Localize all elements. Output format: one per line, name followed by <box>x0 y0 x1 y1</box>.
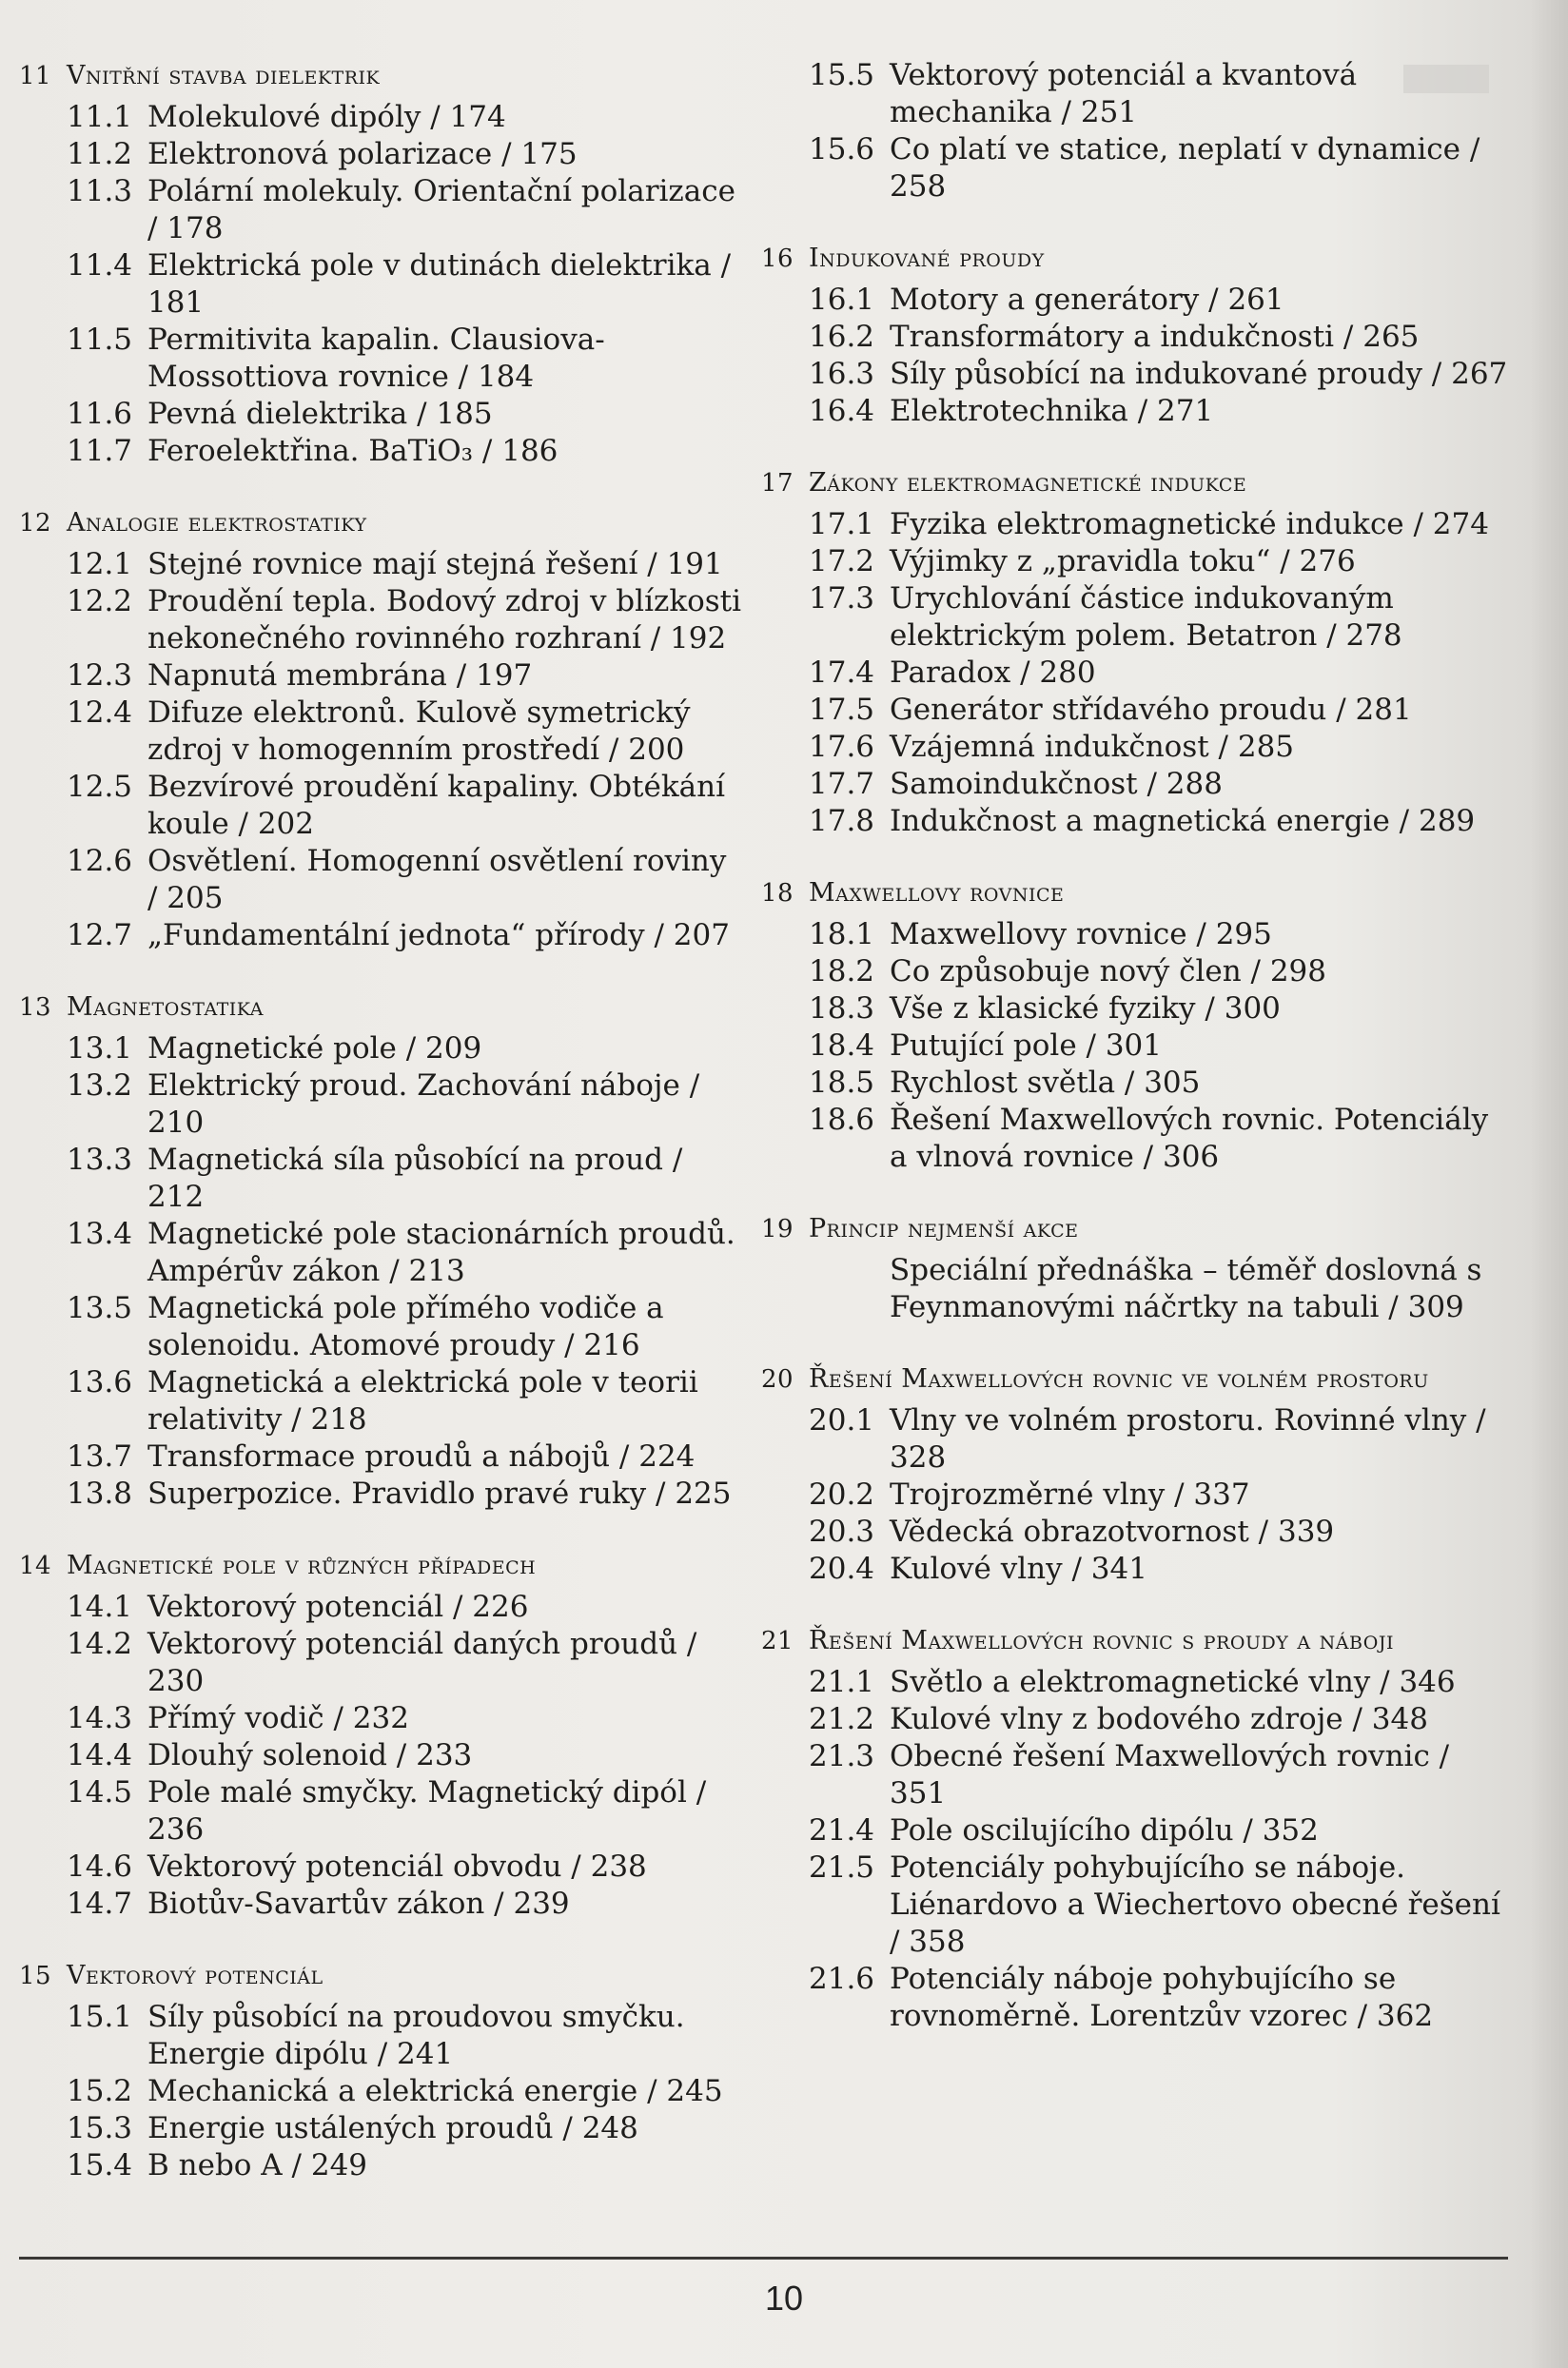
section-number: 21.1 <box>809 1665 875 1699</box>
toc-chapter <box>761 874 1513 1176</box>
section-number: 21.3 <box>809 1739 875 1773</box>
toc-chapter <box>19 988 742 1513</box>
toc-left-column <box>19 57 742 2219</box>
toc-chapter <box>19 1547 742 1923</box>
section-number: 14.5 <box>67 1775 133 1810</box>
chapter-number: 19 <box>761 1215 794 1243</box>
toc-entry <box>761 356 1513 393</box>
toc-entry <box>19 657 742 695</box>
section-title: Řešení Maxwellových rovnic. Potenciály a vlnová rovnice / 306 <box>890 1103 1489 1174</box>
section-number: 15.1 <box>67 2000 133 2034</box>
section-number: 18.2 <box>809 954 875 988</box>
toc-entry <box>19 136 742 173</box>
chapter-number: 11 <box>19 62 52 90</box>
chapter-title: Vektorový potenciál <box>67 1961 323 1990</box>
toc-chapter <box>761 1622 1513 2035</box>
section-title: Potenciály pohybujícího se náboje. Liénardovo a Wiechertovo obecné řešení / 358 <box>890 1850 1500 1959</box>
section-number: 15.2 <box>67 2074 133 2108</box>
toc-entry <box>761 580 1513 655</box>
chapter-number: 14 <box>19 1552 52 1580</box>
toc-entry <box>19 843 742 917</box>
toc-entry <box>761 1812 1513 1849</box>
toc-entry <box>19 322 742 396</box>
section-title: „Fundamentální jednota“ přírody / 207 <box>147 918 730 952</box>
toc-entry <box>19 99 742 136</box>
toc-entry <box>761 655 1513 692</box>
section-title: Motory a generátory / 261 <box>890 283 1284 317</box>
section-title: Transformátory a indukčnosti / 265 <box>890 320 1420 354</box>
toc-entry <box>761 57 1513 131</box>
toc-entry <box>761 506 1513 543</box>
chapter-heading <box>761 874 1513 912</box>
page-number: 10 <box>764 2279 804 2318</box>
toc-entry <box>761 729 1513 766</box>
toc-entry <box>19 1216 742 1290</box>
toc-entry <box>761 131 1513 205</box>
chapter-heading <box>761 1210 1513 1248</box>
section-number: 18.6 <box>809 1103 875 1137</box>
section-number: 17.5 <box>809 693 875 727</box>
section-title: Feroelektřina. BaTiO₃ / 186 <box>147 434 559 468</box>
toc-chapter <box>761 464 1513 840</box>
section-title: Trojrozměrné vlny / 337 <box>890 1478 1250 1512</box>
section-number: 20.3 <box>809 1515 875 1549</box>
section-title: Napnutá membrána / 197 <box>147 658 533 693</box>
toc-chapter <box>761 1210 1513 1326</box>
section-title: Mechanická a elektrická energie / 245 <box>147 2074 723 2108</box>
toc-entry <box>19 1030 742 1067</box>
section-number: 13.2 <box>67 1068 133 1103</box>
toc-entry <box>19 1290 742 1364</box>
toc-entry <box>761 1849 1513 1961</box>
section-number: 13.1 <box>67 1031 133 1066</box>
section-number: 16.3 <box>809 357 875 391</box>
section-title: Co platí ve statice, neplatí v dynamice / 258 <box>890 132 1480 204</box>
chapter-heading <box>19 1547 742 1585</box>
section-number: 20.1 <box>809 1403 875 1438</box>
chapter-title: Zákony elektromagnetické indukce <box>809 468 1247 498</box>
toc-chapter <box>19 504 742 954</box>
section-number: 17.8 <box>809 804 875 838</box>
section-number: 17.4 <box>809 656 875 690</box>
section-title: Polární molekuly. Orientační polarizace / 178 <box>147 174 735 245</box>
toc-entry <box>19 583 742 657</box>
toc-entry <box>19 2110 742 2147</box>
section-title: Elektronová polarizace / 175 <box>147 137 578 171</box>
toc-entry <box>19 1999 742 2073</box>
toc-entry <box>761 766 1513 803</box>
chapter-title: Maxwellovy rovnice <box>809 878 1065 908</box>
section-number: 13.3 <box>67 1143 133 1177</box>
section-title: Fyzika elektromagnetické indukce / 274 <box>890 507 1489 541</box>
section-title: Indukčnost a magnetická energie / 289 <box>890 804 1476 838</box>
chapter-number: 15 <box>19 1962 52 1990</box>
section-number: 13.6 <box>67 1365 133 1399</box>
section-number: 12.3 <box>67 658 133 693</box>
section-title: Urychlování částice indukovaným elektrickým polem. Betatron / 278 <box>890 581 1402 653</box>
toc-entry <box>761 1664 1513 1701</box>
chapter-heading <box>19 57 742 95</box>
section-number: 12.2 <box>67 584 133 618</box>
chapter-title: Indukované proudy <box>809 244 1045 273</box>
section-number: 17.3 <box>809 581 875 616</box>
toc-entry <box>19 173 742 247</box>
toc-entry <box>761 319 1513 356</box>
section-title: Paradox / 280 <box>890 656 1096 690</box>
section-title: Magnetické pole / 209 <box>147 1031 482 1066</box>
toc-entry <box>761 1701 1513 1738</box>
toc-entry <box>19 1886 742 1923</box>
toc-entry <box>19 1142 742 1216</box>
section-title: Elektrická pole v dutinách dielektrika / 181 <box>147 248 732 320</box>
section-number: 21.5 <box>809 1850 875 1885</box>
section-number: 11.6 <box>67 397 133 431</box>
section-title: Kulové vlny z bodového zdroje / 348 <box>890 1702 1428 1736</box>
toc-entry <box>19 1700 742 1737</box>
toc-entry <box>761 1961 1513 2035</box>
section-title: Vektorový potenciál / 226 <box>147 1590 529 1624</box>
chapter-number: 13 <box>19 993 52 1022</box>
chapter-number: 21 <box>761 1627 794 1655</box>
section-title: Elektrický proud. Zachování náboje / 210 <box>147 1068 700 1140</box>
section-title: Elektrotechnika / 271 <box>890 394 1214 428</box>
section-title: Dlouhý solenoid / 233 <box>147 1738 473 1772</box>
section-number: 17.6 <box>809 730 875 764</box>
toc-entry <box>761 393 1513 430</box>
section-number: 18.3 <box>809 991 875 1026</box>
page-gutter-shadow <box>1530 0 1568 2368</box>
section-title: Vše z klasické fyziky / 300 <box>890 991 1281 1026</box>
section-number: 18.4 <box>809 1028 875 1063</box>
chapter-number: 18 <box>761 879 794 908</box>
chapter-number: 20 <box>761 1365 794 1394</box>
section-title: Maxwellovy rovnice / 295 <box>890 917 1272 951</box>
toc-entry <box>761 990 1513 1027</box>
section-title: Putující pole / 301 <box>890 1028 1162 1063</box>
chapter-number: 17 <box>761 469 794 498</box>
section-number: 17.7 <box>809 767 875 801</box>
toc-entry <box>761 692 1513 729</box>
section-number: 12.4 <box>67 695 133 730</box>
toc-entry <box>761 1065 1513 1102</box>
section-title: Vektorový potenciál obvodu / 238 <box>147 1849 647 1884</box>
section-number: 21.2 <box>809 1702 875 1736</box>
chapter-heading <box>761 464 1513 502</box>
toc-entry <box>761 1402 1513 1477</box>
toc-entry <box>761 1027 1513 1065</box>
toc-entry <box>19 433 742 470</box>
section-title: Superpozice. Pravidlo pravé ruky / 225 <box>147 1477 732 1511</box>
section-number: 12.5 <box>67 770 133 804</box>
toc-entry <box>19 1849 742 1886</box>
section-number: 18.1 <box>809 917 875 951</box>
section-title: Pole oscilujícího dipólu / 352 <box>890 1813 1319 1848</box>
section-number: 15.5 <box>809 58 875 92</box>
toc-chapter <box>761 57 1513 205</box>
toc-entry <box>19 1589 742 1626</box>
chapter-title: Řešení Maxwellových rovnic s proudy a náboji <box>809 1626 1395 1655</box>
section-title: Magnetická a elektrická pole v teorii relativity / 218 <box>147 1365 698 1437</box>
section-number: 13.5 <box>67 1291 133 1325</box>
section-title: Speciální přednáška – téměř doslovná s Feynmanovými náčrtky na tabuli / 309 <box>890 1253 1482 1324</box>
chapter-heading <box>761 1622 1513 1660</box>
section-title: Rychlost světla / 305 <box>890 1066 1201 1100</box>
chapter-heading <box>761 1360 1513 1399</box>
chapter-title: Magnetostatika <box>67 992 264 1022</box>
section-title: Kulové vlny / 341 <box>890 1552 1147 1586</box>
section-title: Energie ustálených proudů / 248 <box>147 2111 638 2145</box>
section-number: 16.1 <box>809 283 875 317</box>
toc-entry <box>19 546 742 583</box>
chapter-title: Řešení Maxwellových rovnic ve volném prostoru <box>809 1364 1429 1394</box>
section-title: Bezvírové proudění kapaliny. Obtékání koule / 202 <box>147 770 725 841</box>
section-number: 12.7 <box>67 918 133 952</box>
chapter-title: Magnetické pole v různých případech <box>67 1551 537 1580</box>
section-title: Stejné rovnice mají stejná řešení / 191 <box>147 547 723 581</box>
section-title: Proudění tepla. Bodový zdroj v blízkosti nekonečného rovinného rozhraní / 192 <box>147 584 742 656</box>
section-number: 16.2 <box>809 320 875 354</box>
toc-entry <box>761 916 1513 953</box>
section-title: Molekulové dipóly / 174 <box>147 100 506 134</box>
toc-entry <box>19 1626 742 1700</box>
section-number: 12.6 <box>67 844 133 878</box>
section-title: Transformace proudů a nábojů / 224 <box>147 1439 696 1474</box>
toc-entry <box>19 247 742 322</box>
section-title: Přímý vodič / 232 <box>147 1701 409 1735</box>
section-title: Pole malé smyčky. Magnetický dipól / 236 <box>147 1775 707 1847</box>
chapter-number: 12 <box>19 509 52 538</box>
section-title: Vektorový potenciál a kvantová mechanika / 251 <box>890 58 1358 129</box>
section-title: Síly působící na indukované proudy / 267 <box>890 357 1508 391</box>
section-title: Vlny ve volném prostoru. Rovinné vlny / 328 <box>890 1403 1486 1475</box>
section-number: 13.8 <box>67 1477 133 1511</box>
toc-chapter <box>19 1957 742 2184</box>
section-title: Světlo a elektromagnetické vlny / 346 <box>890 1665 1456 1699</box>
section-title: Magnetické pole stacionárních proudů. Ampérův zákon / 213 <box>147 1217 735 1288</box>
toc-entry <box>19 2147 742 2184</box>
section-number: 15.3 <box>67 2111 133 2145</box>
toc-entry <box>761 1102 1513 1176</box>
section-number: 16.4 <box>809 394 875 428</box>
section-title: Magnetická pole přímého vodiče a solenoidu. Atomové proudy / 216 <box>147 1291 664 1362</box>
toc-entry <box>761 543 1513 580</box>
toc-entry <box>19 695 742 769</box>
section-title: Výjimky z „pravidla toku“ / 276 <box>890 544 1356 578</box>
section-title: Vektorový potenciál daných proudů / 230 <box>147 1627 697 1698</box>
toc-entry <box>19 2073 742 2110</box>
toc-entry <box>19 1438 742 1476</box>
toc-chapter <box>19 57 742 470</box>
chapter-heading <box>19 1957 742 1995</box>
chapter-title: Princip nejmenší akce <box>809 1214 1079 1243</box>
section-number: 17.1 <box>809 507 875 541</box>
footer-rule <box>19 2257 1508 2260</box>
chapter-heading <box>19 504 742 542</box>
toc-entry <box>19 396 742 433</box>
section-title: Samoindukčnost / 288 <box>890 767 1223 801</box>
section-number: 14.7 <box>67 1887 133 1921</box>
toc-entry <box>761 1551 1513 1588</box>
section-number: 15.4 <box>67 2148 133 2182</box>
chapter-number: 16 <box>761 245 794 273</box>
section-number: 11.4 <box>67 248 133 283</box>
toc-entry <box>19 917 742 954</box>
toc-chapter <box>761 240 1513 430</box>
chapter-heading <box>761 240 1513 278</box>
section-number: 12.1 <box>67 547 133 581</box>
chapter-title: Analogie elektrostatiky <box>67 508 367 538</box>
section-number: 14.2 <box>67 1627 133 1661</box>
chapter-title: Vnitřní stavba dielektrik <box>67 61 381 90</box>
section-number: 11.5 <box>67 323 133 357</box>
section-number: 20.2 <box>809 1478 875 1512</box>
section-number: 11.2 <box>67 137 133 171</box>
toc-entry <box>761 803 1513 840</box>
toc-entry <box>761 1252 1513 1326</box>
section-number: 15.6 <box>809 132 875 166</box>
section-number: 14.1 <box>67 1590 133 1624</box>
section-number: 11.3 <box>67 174 133 208</box>
section-number: 14.3 <box>67 1701 133 1735</box>
section-title: Biotův-Savartův zákon / 239 <box>147 1887 570 1921</box>
section-title: Magnetická síla působící na proud / 212 <box>147 1143 683 1214</box>
section-number: 11.7 <box>67 434 133 468</box>
toc-entry <box>761 1514 1513 1551</box>
toc-chapter <box>761 1360 1513 1588</box>
toc-entry <box>761 1738 1513 1812</box>
section-number: 14.6 <box>67 1849 133 1884</box>
toc-entry <box>19 1364 742 1438</box>
toc-entry <box>19 769 742 843</box>
section-number: 20.4 <box>809 1552 875 1586</box>
section-title: Co způsobuje nový člen / 298 <box>890 954 1326 988</box>
section-title: B nebo A / 249 <box>147 2148 368 2182</box>
section-title: Permitivita kapalin. Clausiova-Mossottiova rovnice / 184 <box>147 323 605 394</box>
section-title: Síly působící na proudovou smyčku. Energie dipólu / 241 <box>147 2000 685 2071</box>
toc-entry <box>19 1774 742 1849</box>
section-number: 14.4 <box>67 1738 133 1772</box>
section-number: 18.5 <box>809 1066 875 1100</box>
section-number: 21.6 <box>809 1962 875 1996</box>
section-number: 13.4 <box>67 1217 133 1251</box>
section-number: 17.2 <box>809 544 875 578</box>
section-title: Vzájemná indukčnost / 285 <box>890 730 1295 764</box>
section-title: Vědecká obrazotvornost / 339 <box>890 1515 1335 1549</box>
section-title: Pevná dielektrika / 185 <box>147 397 493 431</box>
section-title: Difuze elektronů. Kulově symetrický zdroj v homogenním prostředí / 200 <box>147 695 691 767</box>
toc-entry <box>761 282 1513 319</box>
toc-entry <box>761 953 1513 990</box>
section-title: Osvětlení. Homogenní osvětlení roviny / 205 <box>147 844 727 915</box>
toc-entry <box>19 1476 742 1513</box>
toc-entry <box>761 1477 1513 1514</box>
section-number: 21.4 <box>809 1813 875 1848</box>
chapter-heading <box>19 988 742 1027</box>
toc-entry <box>19 1737 742 1774</box>
toc-entry <box>19 1067 742 1142</box>
section-number: 11.1 <box>67 100 133 134</box>
section-number: 13.7 <box>67 1439 133 1474</box>
section-title: Potenciály náboje pohybujícího se rovnoměrně. Lorentzův vzorec / 362 <box>890 1962 1434 2033</box>
section-title: Obecné řešení Maxwellových rovnic / 351 <box>890 1739 1450 1810</box>
section-title: Generátor střídavého proudu / 281 <box>890 693 1412 727</box>
toc-right-column <box>761 57 1513 2069</box>
